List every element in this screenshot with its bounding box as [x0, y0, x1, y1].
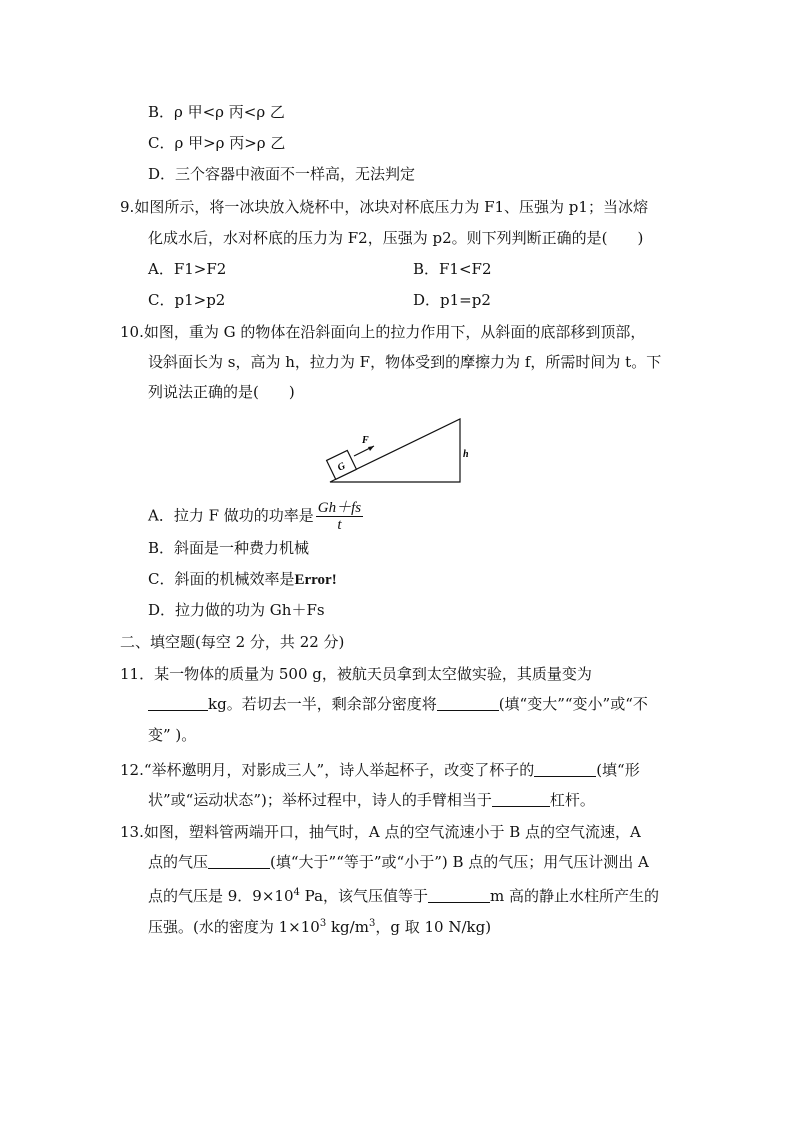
blank-mass[interactable] [148, 696, 208, 711]
q9-option-c: C．p1>p2 [148, 291, 226, 309]
q10-option-d: D．拉力做的功为 Gh＋Fs [148, 601, 325, 619]
q13-text-4c: ，g 取 10 N/kg) [375, 918, 492, 936]
q13-text-3b: Pa，该气压值等于 [299, 887, 429, 905]
q13-line-1 [120, 822, 641, 842]
q9-option-a: A．F1>F2 [148, 260, 227, 278]
q13-text-3a: 点的气压是 9．9×10 [148, 887, 294, 905]
q10-option-c [148, 569, 337, 590]
q11-text-2a: kg。若切去一半，剩余部分密度将 [208, 695, 437, 713]
q12-text-2b: 杠杆。 [549, 791, 595, 809]
q11-text-2b: (填“变大”“变小”或“不 [498, 695, 648, 713]
q9-option-d: D．p1=p2 [413, 291, 491, 309]
power-fraction [316, 500, 363, 533]
q10-line-3: 列说法正确的是( ) [148, 383, 295, 401]
q13-text-2a: 点的气压 [148, 853, 209, 871]
q12-text-1a: “举杯邀明月，对影成三人”，诗人举起杯子，改变了杯子的 [143, 761, 535, 779]
q13-text-4b: kg/m [326, 918, 369, 936]
q13-line-4 [148, 914, 491, 937]
q13-text-2b: (填“大于”“等于”或“小于”) B 点的气压；用气压计测出 A [270, 853, 649, 871]
q10-number: 10. [120, 323, 144, 341]
fraction-denominator: t [337, 517, 342, 533]
q13-exp-4: 4 [293, 887, 300, 898]
q13-text-4a: 压强。(水的密度为 1×10 [148, 918, 320, 936]
q12-number: 12. [120, 761, 144, 779]
q10-text-1: 如图，重为 G 的物体在沿斜面向上的拉力作用下，从斜面的底部移到顶部， [143, 323, 646, 341]
blank-density[interactable] [437, 696, 499, 711]
height-h-label: h [463, 449, 469, 460]
q11-text-1: 某一物体的质量为 500 g，被航天员拿到太空做实验，其质量变为 [154, 665, 592, 683]
q10-line-2: 设斜面长为 s，高为 h，拉力为 F，物体受到的摩擦力为 f，所需时间为 t。下 [148, 353, 662, 371]
q12-line-2 [148, 790, 595, 810]
force-arrow-head [368, 446, 374, 451]
blank-water-height[interactable] [428, 888, 490, 903]
block-g-label: G [335, 460, 348, 474]
q12-line-1 [120, 760, 640, 780]
q8-option-d-label: D． [148, 165, 176, 183]
q9-number: 9. [120, 198, 135, 216]
q10-option-b: B．斜面是一种费力机械 [148, 539, 310, 557]
q10-option-a-text: A．拉力 F 做功的功率是 [148, 506, 314, 525]
q13-line-2 [148, 852, 649, 872]
q9-text-1: 如图所示，将一冰块放入烧杯中，冰块对杯底压力为 F1、压强为 p1；当冰熔 [134, 198, 648, 216]
error-text: Error! [294, 572, 337, 588]
section-2-title: 二、填空题(每空 2 分，共 22 分) [120, 633, 345, 651]
q8-option-b [148, 102, 285, 122]
q8-option-b-expr: ρ 甲<ρ 丙<ρ 乙 [174, 103, 285, 121]
q13-exp-3: 3 [319, 918, 327, 929]
q11-line-2 [148, 694, 648, 714]
blank-cup-change[interactable] [534, 762, 596, 777]
q8-option-c [148, 133, 285, 153]
blank-pressure-compare[interactable] [208, 854, 270, 869]
q8-option-c-label: C． [148, 134, 175, 152]
force-f-label: F [362, 435, 369, 446]
q9-line-2: 化成水后，水对杯底的压力为 F2，压强为 p2。则下列判断正确的是( ) [148, 229, 644, 247]
incline-figure [318, 412, 478, 488]
q9-option-b: B．F1<F2 [413, 260, 492, 278]
fraction-numerator: Gh＋fs [317, 500, 362, 516]
q8-option-c-expr: ρ 甲>ρ 丙>ρ 乙 [174, 134, 286, 152]
q10-option-c-text: C．斜面的机械效率是 [148, 570, 295, 588]
blank-lever-type[interactable] [492, 792, 550, 807]
q11-line-3: 变” )。 [148, 726, 197, 744]
q13-line-3 [148, 883, 659, 906]
q10-line-1 [120, 322, 645, 342]
q11-number: 11． [120, 665, 155, 683]
q8-option-b-label: B． [148, 103, 175, 121]
q13-number: 13. [120, 823, 144, 841]
q13-text-1: 如图，塑料管两端开口，抽气时，A 点的空气流速小于 B 点的空气流速，A [143, 823, 641, 841]
q12-text-1b: (填“形 [596, 761, 640, 779]
q12-text-2a: 状”或“运动状态”)；举杯过程中，诗人的手臂相当于 [148, 791, 492, 809]
q11-line-1 [120, 664, 592, 684]
q8-option-d [148, 164, 415, 184]
q10-option-a [148, 500, 363, 533]
block-group [327, 450, 357, 479]
q8-option-d-text: 三个容器中液面不一样高，无法判定 [175, 165, 416, 183]
q13-exp-3b: 3 [368, 918, 376, 929]
q13-text-3c: m 高的静止水柱所产生的 [490, 887, 660, 905]
q9-line-1 [120, 197, 648, 217]
